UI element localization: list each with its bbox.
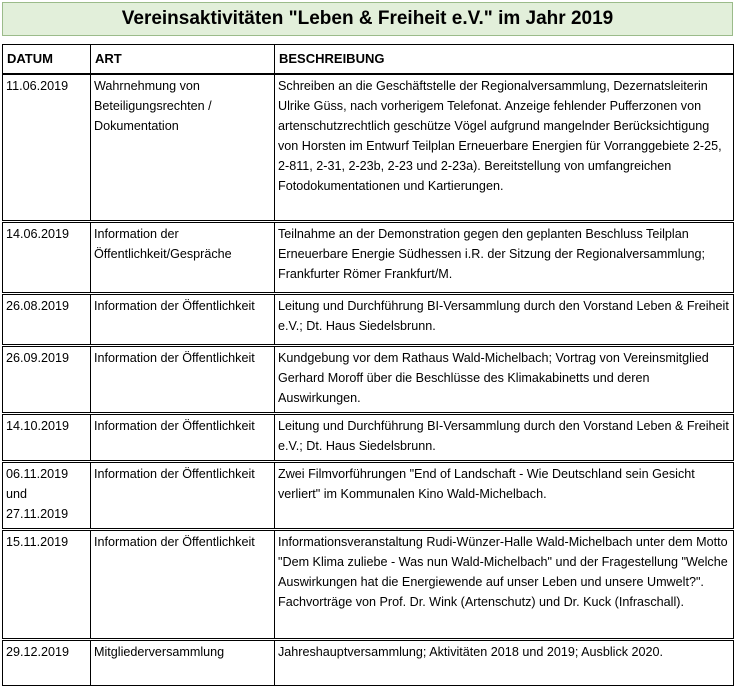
cell-datum: 14.06.2019 xyxy=(3,221,91,293)
cell-art: Information der Öffentlichkeit xyxy=(91,413,275,461)
cell-beschreibung: Jahreshauptversammlung; Aktivitäten 2018 und 2019; Ausblick 2020. xyxy=(275,639,734,685)
table-row xyxy=(3,529,734,639)
cell-art: Wahrnehmung von Beteiligungsrechten / Dokumentation xyxy=(91,74,275,221)
cell-beschreibung: Leitung und Durchführung BI-Versammlung durch den Vorstand Leben & Freiheit e.V.; Dt. Haus Siedelsbrunn. xyxy=(275,413,734,461)
cell-beschreibung: Schreiben an die Geschäftstelle der Regionalversammlung, Dezernatsleiterin Ulrike Güss, nach vorherigem Telefonat. Anzeige fehlender Pufferzonen von artenschutzrechtlich geschütze Vögel aufgrund mangelnder Berücksichtigung von Horsten im Entwurf Teilplan Erneuerbare Energien für Vorranggebiete 2-25, 2-811, 2-31, 2-23b, 2-23 und 2-23a). Bereitstellung von umfangreichen Fotodokumentationen und Kartierungen. xyxy=(275,74,734,221)
cell-art: Information der Öffentlichkeit xyxy=(91,529,275,639)
activities-table xyxy=(2,44,734,686)
table-header-row xyxy=(3,45,734,75)
cell-beschreibung: Leitung und Durchführung BI-Versammlung durch den Vorstand Leben & Freiheit e.V.; Dt. Haus Siedelsbrunn. xyxy=(275,293,734,345)
table-row xyxy=(3,293,734,345)
cell-datum: 29.12.2019 xyxy=(3,639,91,685)
cell-art: Information der Öffentlichkeit xyxy=(91,345,275,413)
header-art: ART xyxy=(91,45,275,75)
page-title-text: Vereinsaktivitäten "Leben & Freiheit e.V." im Jahr 2019 xyxy=(121,8,614,29)
header-datum: DATUM xyxy=(3,45,91,75)
table-row xyxy=(3,639,734,685)
cell-art: Information der Öffentlichkeit/Gespräche xyxy=(91,221,275,293)
cell-beschreibung: Kundgebung vor dem Rathaus Wald-Michelbach; Vortrag von Vereinsmitglied Gerhard Moroff über die Beschlüsse des Klimakabinetts und deren Auswirkungen. xyxy=(275,345,734,413)
table-row xyxy=(3,413,734,461)
cell-datum: 26.08.2019 xyxy=(3,293,91,345)
page-title xyxy=(2,2,733,36)
cell-beschreibung: Zwei Filmvorführungen "End of Landschaft - Wie Deutschland sein Gesicht verliert" im Kommunalen Kino Wald-Michelbach. xyxy=(275,461,734,529)
cell-beschreibung: Informationsveranstaltung Rudi-Wünzer-Halle Wald-Michelbach unter dem Motto "Dem Klima zuliebe - Was nun Wald-Michelbach" und der Fragestellung "Welche Auswirkungen hat die Energiewende auf unser Leben und unsere Umwelt?". Fachvorträge von Prof. Dr. Wink (Artenschutz) und Dr. Kuck (Infraschall). xyxy=(275,529,734,639)
cell-datum: 11.06.2019 xyxy=(3,74,91,221)
cell-datum: 06.11.2019 und 27.11.2019 xyxy=(3,461,91,529)
table-row xyxy=(3,221,734,293)
cell-datum: 14.10.2019 xyxy=(3,413,91,461)
cell-datum: 26.09.2019 xyxy=(3,345,91,413)
cell-art: Information der Öffentlichkeit xyxy=(91,461,275,529)
table-row xyxy=(3,461,734,529)
header-beschreibung: BESCHREIBUNG xyxy=(275,45,734,75)
cell-art: Information der Öffentlichkeit xyxy=(91,293,275,345)
cell-art: Mitgliederversammlung xyxy=(91,639,275,685)
cell-beschreibung: Teilnahme an der Demonstration gegen den geplanten Beschluss Teilplan Erneuerbare Energie Südhessen i.R. der Sitzung der Regionalversammlung; Frankfurter Römer Frankfurt/M. xyxy=(275,221,734,293)
table-row xyxy=(3,345,734,413)
table-row xyxy=(3,74,734,221)
cell-datum: 15.11.2019 xyxy=(3,529,91,639)
